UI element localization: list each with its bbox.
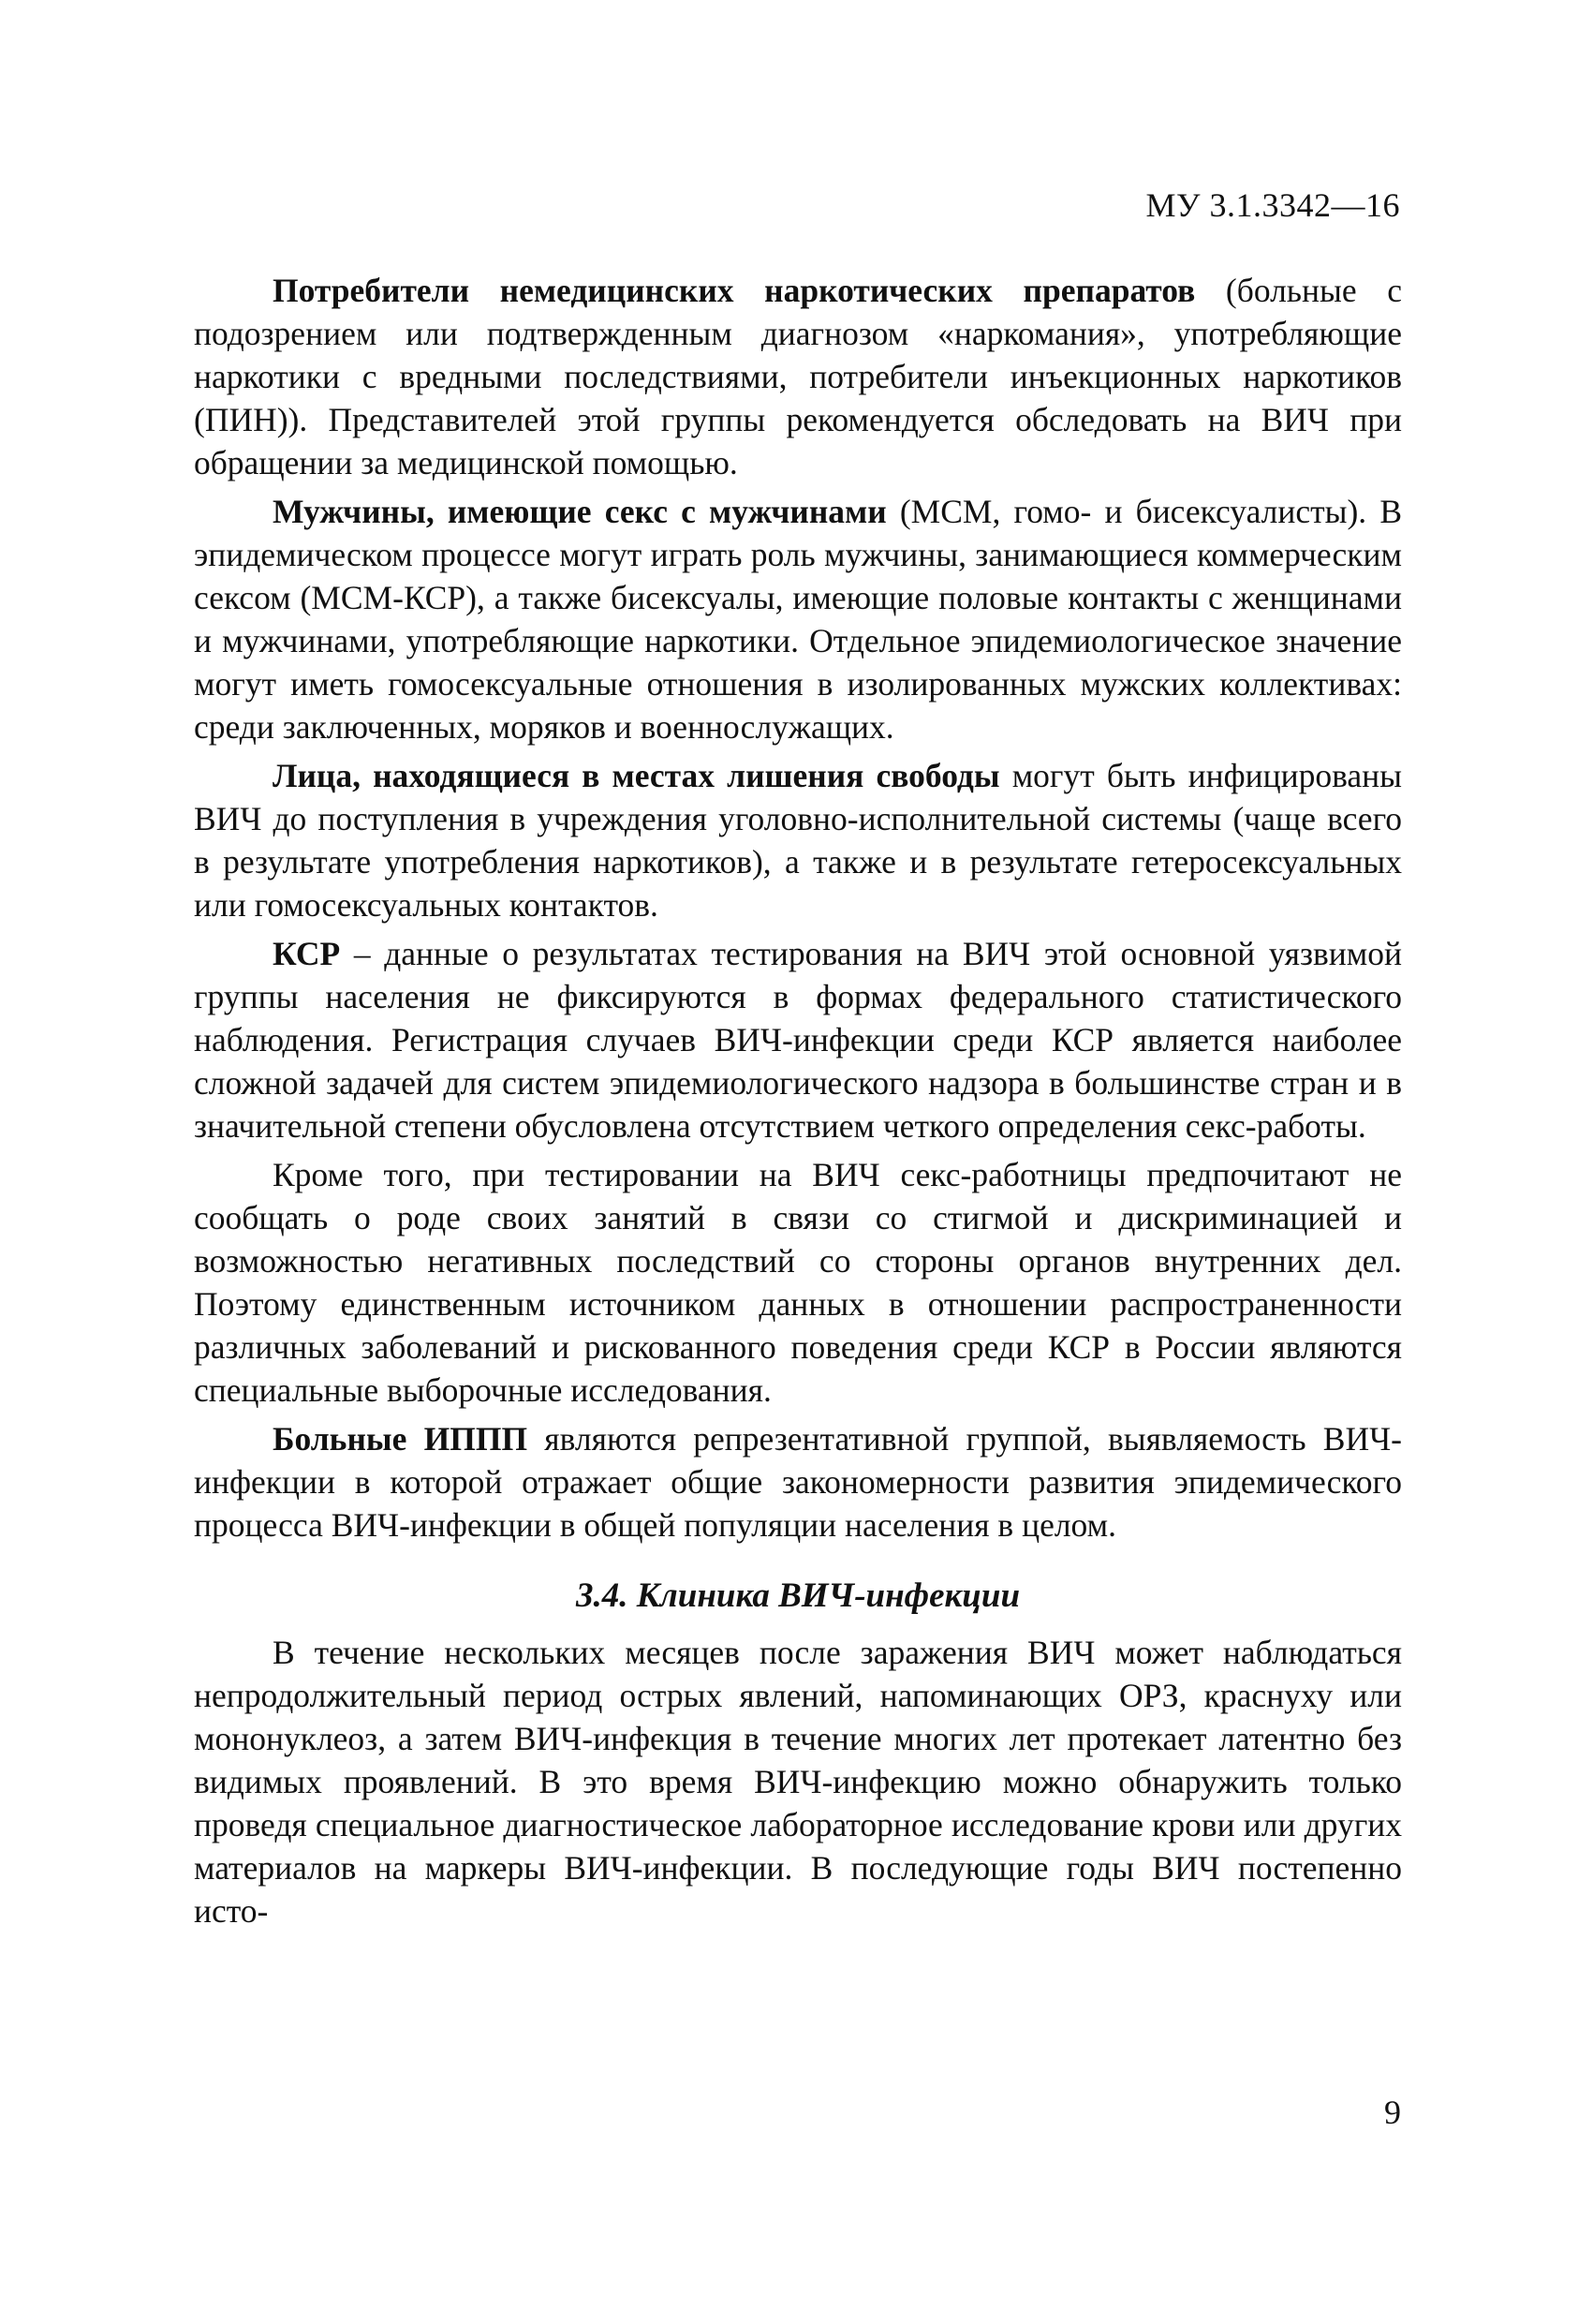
paragraph-sex-workers [194,932,1402,1147]
page-number: 9 [1384,2094,1401,2131]
paragraph-prisoners [194,754,1402,926]
section-heading: 3.4. Клиника ВИЧ-инфекции [575,1576,1021,1615]
paragraph-msm [194,490,1402,748]
paragraph-lead: Лица, находящиеся в местах лишения свободы [273,757,1000,794]
paragraph-text: (МСМ, гомо- и бисексуалисты). В эпидемическом процессе могут играть роль мужчины, занимающиеся коммерческим сексом (МСМ-КСР), а также бисексуалы, имеющие половые контакты с женщинами и мужчинами, употребляющие наркотики. Отдельное эпидемиологическое значение могут иметь гомосексуальные отношения в изолированных мужских коллективах: среди заключенных, моряков и военнослужащих. [194,493,1403,746]
paragraph-sti-patients [194,1417,1402,1547]
paragraph-lead: Мужчины, имеющие секс с мужчинами [273,493,887,530]
running-header-doc-code: МУ 3.1.3342—16 [1145,186,1400,224]
paragraph-text: В течение нескольких месяцев после заражения ВИЧ может наблюдаться непродолжительный период острых явлений, напоминающих ОРЗ, краснуху или мононуклеоз, а затем ВИЧ-инфекция в течение многих лет протекает латентно без видимых проявлений. В это время ВИЧ-инфекцию можно обнаружить только проведя специальное диагностическое лабораторное исследование крови или других материалов на маркеры ВИЧ-инфекции. В последующие годы ВИЧ постепенно исто- [194,1634,1402,1930]
paragraph-drug-users [194,269,1402,484]
paragraph-lead: Потребители немедицинских наркотических препаратов [273,272,1196,309]
paragraph-lead: Больные ИППП [273,1420,528,1458]
paragraph-lead: КСР [273,935,341,972]
body-text [194,269,1402,1938]
paragraph-clinical-course [194,1631,1402,1932]
paragraph-text: Кроме того, при тестировании на ВИЧ секс-работницы предпочитают не сообщать о роде своих занятий в связи со стигмой и дискриминацией и возможностью негативных последствий со стороны органов внутренних дел. Поэтому единственным источником данных в отношении распространенности различных заболеваний и рискованного поведения среди КСР в России являются специальные выборочные исследования. [194,1156,1402,1409]
paragraph-text: (больные с подозрением или подтвержденным диагнозом «наркомания», употребляющие наркотики с вредными последствиями, потребители инъекционных наркотиков (ПИН)). Представителей этой группы рекомендуется обследовать на ВИЧ при обращении за медицинской помощью. [194,272,1402,481]
paragraph-text: могут быть инфицированы ВИЧ до поступления в учреждения уголовно-исполнительной системы (чаще всего в результате употребления наркотиков), а также и в результате гетеросексуальных или гомосексуальных контактов. [194,757,1402,924]
paragraph-sex-workers-continued [194,1153,1402,1412]
paragraph-text: являются репрезентативной группой, выявляемость ВИЧ-инфекции в которой отражает общие закономерности развития эпидемического процесса ВИЧ-инфекции в общей популяции населения в целом. [194,1420,1403,1544]
paragraph-text: – данные о результатах тестирования на ВИЧ этой основной уязвимой группы населения не фиксируются в формах федерального статистического наблюдения. Регистрация случаев ВИЧ-инфекции среди КСР является наиболее сложной задачей для систем эпидемиологического надзора в большинстве стран и в значительной степени обусловлена отсутствием четкого определения секс-работы. [194,935,1402,1145]
